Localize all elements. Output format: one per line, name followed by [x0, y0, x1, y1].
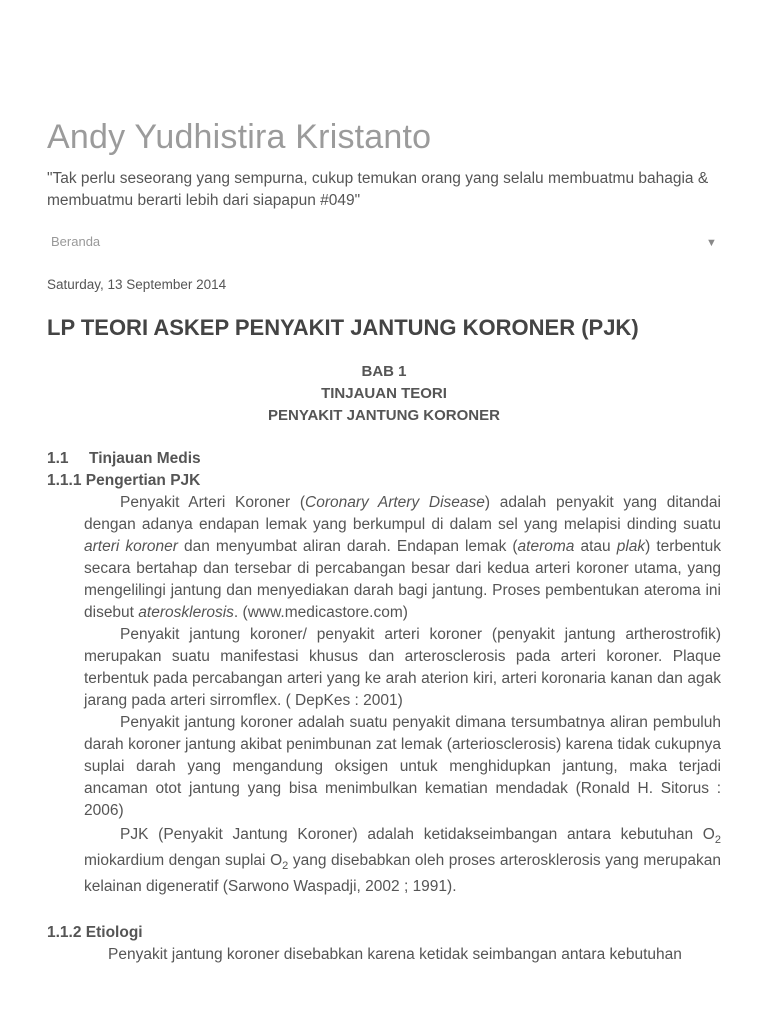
section-heading-1-1 [47, 448, 721, 470]
chevron-down-icon[interactable]: ▼ [706, 237, 717, 249]
chapter-title: TINJAUAN TEORI [321, 385, 447, 402]
chapter-heading [47, 361, 721, 427]
blog-description: "Tak perlu seseorang yang sempurna, cukup temukan orang yang selalu membuatmu bahagia & membuatmu berarti lebih dari siapapun #049" [47, 170, 709, 209]
paragraph-definition-1: Penyakit Arteri Koroner (Coronary Artery Disease) adalah penyakit yang ditandai dengan adanya endapan lemak yang berkumpul di dalam sel yang melapisi dinding suatu arteri koroner dan menyumbat aliran darah. Endapan lemak (ateroma atau plak) terbentuk secara bertahap dan tersebar di percabangan besar dari kedua arteri koroner utama, yang mengelilingi jantung dan menyediakan darah bagi jantung. Proses pembentukan ateroma ini disebut aterosklerosis. (www.medicastore.com) [84, 494, 721, 621]
post-date: Saturday, 13 September 2014 [47, 277, 227, 292]
section-number: 1.1 [47, 450, 69, 467]
paragraph-definition-4: PJK (Penyakit Jantung Koroner) adalah ketidakseimbangan antara kebutuhan $O_2$ miokardium dengan suplai $O_2$ yang disebabkan oleh proses arterosklerosis yang merupakan kelainan digeneratif (Sarwono Waspadji, 2002 ; 1991). [84, 826, 721, 895]
paragraph-etiology: Penyakit jantung koroner disebabkan karena ketidak seimbangan antara kebutuhan [108, 946, 682, 963]
section-heading-1-1-2: 1.1.2 Etiologi [47, 924, 143, 941]
paragraph-definition-2: Penyakit jantung koroner/ penyakit arteri koroner (penyakit jantung artherostrofik) merupakan suatu manifestasi khusus dan arterosclerosis pada arteri koroner. Plaque terbentuk pada percabangan arteri yang ke arah aterion kiri, arteri koronaria kanan dan agak jarang pada arteri sirromflex. ( DepKes : 2001) [84, 626, 721, 709]
section-title: Tinjauan Medis [89, 450, 201, 467]
nav-home-link[interactable]: Beranda [51, 234, 101, 249]
post-title[interactable]: LP TEORI ASKEP PENYAKIT JANTUNG KORONER (PJK) [47, 315, 639, 340]
blog-title[interactable]: Andy Yudhistira Kristanto [47, 118, 432, 156]
chapter-number: BAB 1 [361, 363, 407, 380]
paragraph-definition-3: Penyakit jantung koroner adalah suatu penyakit dimana tersumbatnya aliran pembuluh darah koroner jantung akibat penimbunan zat lemak (arteriosclerosis) karena tidak cukupnya suplai darah yang mengandung oksigen untuk menghidupkan jantung, maka terjadi ancaman otot jantung yang bisa menimbulkan kematian mendadak (Ronald H. Sitorus : 2006) [84, 714, 721, 819]
chapter-subtitle: PENYAKIT JANTUNG KORONER [268, 407, 500, 424]
post-body [47, 448, 721, 966]
section-heading-1-1-1: 1.1.1 Pengertian PJK [47, 472, 201, 489]
